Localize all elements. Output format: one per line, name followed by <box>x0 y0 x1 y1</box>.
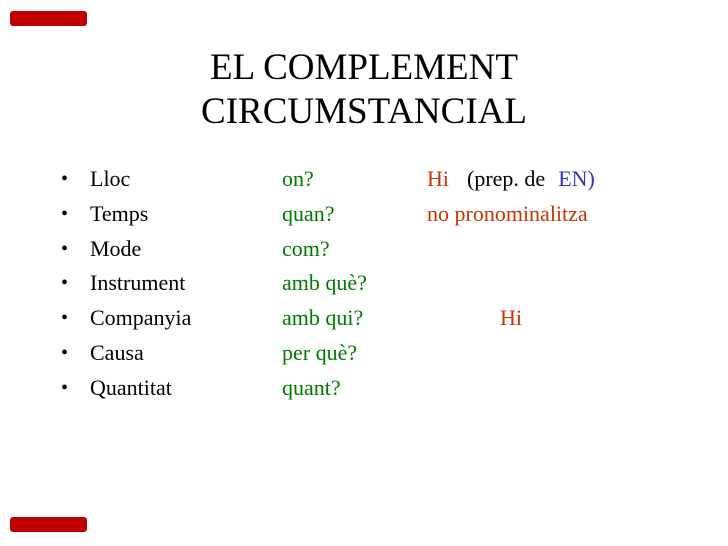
pronoun-hi: Hi <box>500 305 522 331</box>
prep-en: EN) <box>558 166 595 191</box>
bullet-list <box>0 162 728 406</box>
list-item-temps <box>0 197 728 232</box>
title-line-2: CIRCUMSTANCIAL <box>201 91 527 132</box>
question-word: amb què? <box>282 270 367 296</box>
pronoun-note <box>427 162 595 197</box>
list-item-lloc <box>0 162 728 197</box>
list-item-mode <box>0 232 728 267</box>
bullet-icon: • <box>61 376 69 399</box>
no-pronominalitza-note: no pronominalitza <box>427 200 588 226</box>
red-accent-bar-bottom <box>10 517 87 532</box>
bullet-icon: • <box>61 307 69 330</box>
question-word: quan? <box>282 200 335 226</box>
question-word: per què? <box>282 339 358 365</box>
question-word: com? <box>282 235 330 261</box>
bullet-icon: • <box>61 272 69 295</box>
question-word: quant? <box>282 374 341 400</box>
adverbial-type-label: Mode <box>90 235 142 261</box>
list-item-quantitat <box>0 371 728 406</box>
question-word: on? <box>282 166 314 191</box>
adverbial-type-label: Lloc <box>90 166 131 191</box>
prep-text: (prep. de <box>467 166 546 191</box>
bullet-icon: • <box>61 237 69 260</box>
question-word: amb qui? <box>282 305 364 331</box>
adverbial-type-label: Quantitat <box>90 374 172 400</box>
adverbial-type-label: Causa <box>90 339 144 365</box>
bullet-icon: • <box>61 168 69 190</box>
title-line-1: EL COMPLEMENT <box>210 47 518 88</box>
list-item-companyia <box>0 301 728 336</box>
list-item-causa <box>0 336 728 371</box>
adverbial-type-label: Companyia <box>90 305 192 331</box>
adverbial-type-label: Temps <box>90 200 149 226</box>
slide-title <box>0 46 728 134</box>
pronoun-hi: Hi <box>427 166 449 191</box>
adverbial-type-label: Instrument <box>90 270 186 296</box>
bullet-icon: • <box>61 341 69 364</box>
red-accent-bar-top <box>10 11 87 26</box>
list-item-instrument <box>0 266 728 301</box>
bullet-icon: • <box>61 202 69 225</box>
